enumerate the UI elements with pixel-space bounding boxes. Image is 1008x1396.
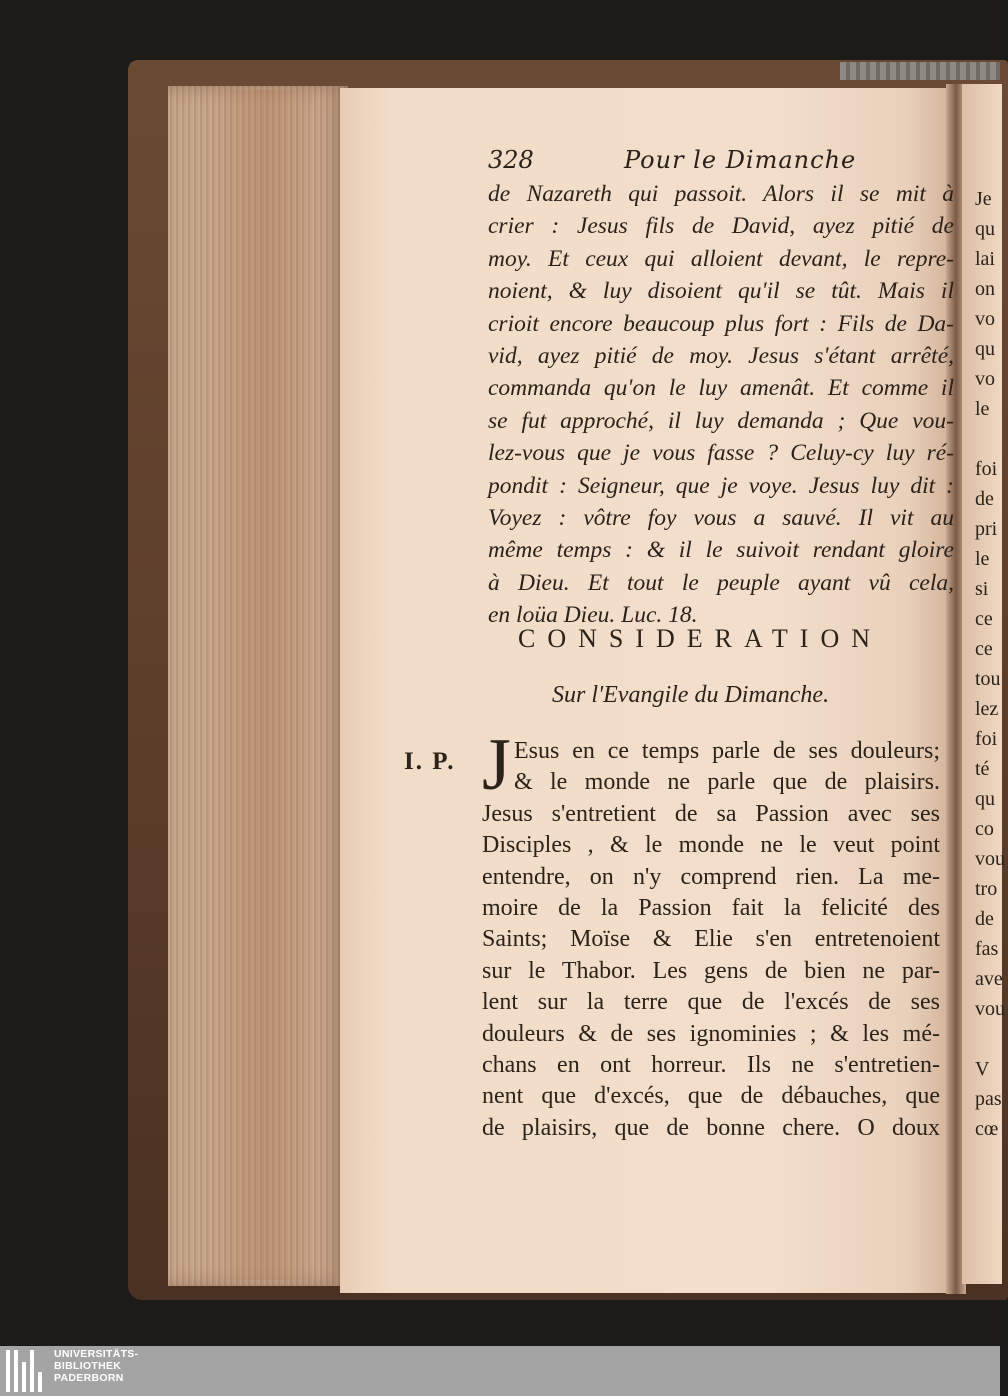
gospel-line: crier : Jesus fils de David, ayez pitié de (488, 213, 954, 240)
gospel-line: crioit encore beaucoup plus fort : Fils de Da- (488, 310, 954, 337)
right-page-fragment: de (975, 488, 994, 510)
body-line: sur le Thabor. Les gens de bien ne par- (482, 957, 940, 984)
right-page-fragment: si (975, 578, 989, 600)
right-page-fragment: vou (975, 998, 1005, 1020)
drop-cap: J (482, 724, 511, 806)
body-text (482, 736, 940, 1144)
body-line: entendre, on n'y comprend rien. La me- (482, 863, 940, 890)
right-page-text (975, 184, 1005, 1144)
right-page-fragment: le (975, 398, 990, 420)
right-page-fragment: lez (975, 698, 999, 720)
gospel-line: de Nazareth qui passoit. Alors il se mit à (488, 181, 954, 207)
body-line: de plaisirs, que de bonne chere. O doux (482, 1114, 940, 1141)
right-page-fragment: tro (975, 878, 998, 900)
gospel-line: Voyez : vôtre foy vous a sauvé. Il vit au (488, 504, 954, 531)
right-page-fragment (975, 424, 1005, 454)
right-page-fragment: ave (975, 968, 1003, 990)
library-logo-icon (6, 1350, 46, 1392)
right-page-fragment: vo (975, 308, 995, 330)
gospel-text (488, 178, 954, 631)
body-line: chans en ont horreur. Ils ne s'entretien- (482, 1051, 940, 1078)
gospel-line: lez-vous que je vous fasse ? Celuy-cy luy ré- (488, 440, 954, 467)
section-subtitle: Sur l'Evangile du Dimanche. (552, 682, 830, 708)
running-head (488, 146, 948, 178)
library-line-3: PADERBORN (54, 1372, 124, 1384)
body-line: nent que d'excés, que de débauches, que (482, 1083, 940, 1110)
right-page-fragment: té (975, 758, 990, 780)
right-page-fragment: cœ (975, 1118, 999, 1140)
right-page-fragment: pas (975, 1088, 1002, 1110)
right-page-fragment: de (975, 908, 994, 930)
right-page-fragment: tou (975, 668, 1001, 690)
body-line: douleurs & de ses ignominies ; & les mé- (482, 1020, 940, 1047)
right-page-fragment: Je (975, 188, 992, 210)
right-page-fragment: foi (975, 458, 998, 480)
gospel-line: noient, & luy disoient qu'il se tût. Mais il (488, 278, 954, 305)
right-page-fragment: pri (975, 518, 998, 540)
page-block-stain (210, 90, 320, 1280)
gospel-line: pondit : Seigneur, que je voye. Jesus luy dit : (488, 472, 954, 499)
body-line: moire de la Passion fait la felicité des (482, 894, 940, 921)
right-page-fragment: lai (975, 248, 995, 270)
gospel-line: commanda qu'on le luy amenât. Et comme il (488, 375, 954, 402)
section-title: CONSIDERATION (518, 624, 882, 653)
right-page-fragment: co (975, 818, 994, 840)
margin-note: I. P. (404, 748, 456, 775)
spine-cloth (840, 62, 1000, 80)
right-page-fragment: ce (975, 638, 993, 660)
gospel-line: même temps : & il le suivoit rendant gloire (488, 537, 954, 564)
right-page-fragment: ce (975, 608, 993, 630)
gospel-line: se fut approché, il luy demanda ; Que vou- (488, 407, 954, 434)
running-title: Pour le Dimanche (624, 146, 857, 174)
gospel-line: moy. Et ceux qui alloient devant, le repre- (488, 245, 954, 272)
right-page-fragment: fas (975, 938, 999, 960)
library-line-1: UNIVERSITÄTS- (54, 1348, 139, 1360)
body-line: Saints; Moïse & Elie s'en entretenoient (482, 926, 940, 953)
library-name (54, 1348, 138, 1384)
gospel-line: à Dieu. Et tout le peuple ayant vû cela, (488, 569, 954, 596)
page-number: 328 (488, 146, 534, 174)
right-page-fragment: qu (975, 788, 995, 810)
body-line: lent sur la terre que de l'excés de ses (482, 989, 940, 1016)
right-page-fragment: V (975, 1058, 990, 1080)
right-page-fragment: le (975, 548, 990, 570)
right-page-fragment: qu (975, 338, 995, 360)
body-line: Esus en ce temps parle de ses douleurs; (514, 738, 940, 764)
right-page-fragment: on (975, 278, 995, 300)
gospel-line: vid, ayez pitié de moy. Jesus s'étant arrêté, (488, 342, 954, 369)
body-line: & le monde ne parle que de plaisirs. (514, 769, 940, 796)
right-page-fragment: foi (975, 728, 998, 750)
right-page-fragment: vo (975, 368, 995, 390)
body-line: Jesus s'entretient de sa Passion avec ses (482, 800, 940, 827)
library-footer (0, 1346, 1000, 1396)
body-line: Disciples , & le monde ne le veut point (482, 832, 940, 859)
right-page-fragment (975, 1024, 1005, 1054)
right-page-fragment: qu (975, 218, 995, 240)
library-line-2: BIBLIOTHEK (54, 1360, 122, 1372)
right-page-fragment: vou (975, 848, 1005, 870)
gospel-line: en loüa Dieu. Luc. 18. (488, 602, 698, 629)
